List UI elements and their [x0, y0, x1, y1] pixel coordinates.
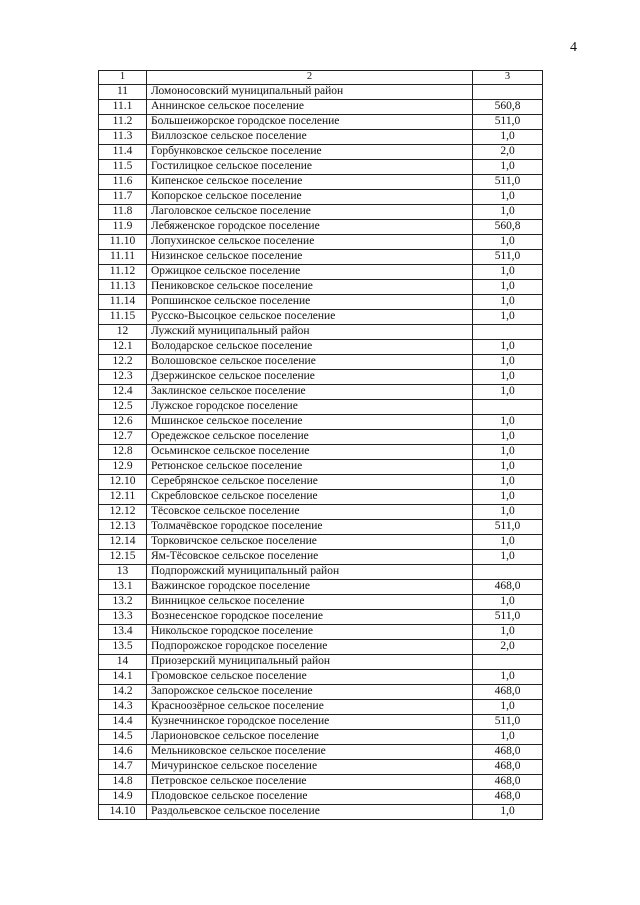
table-row: [99, 370, 543, 385]
row-name-cell: Большеижорское городское поселение: [147, 115, 473, 130]
table-row: [99, 460, 543, 475]
row-value-cell: 1,0: [473, 385, 543, 400]
row-name-cell: Осьминское сельское поселение: [147, 445, 473, 460]
table-row: [99, 475, 543, 490]
table-row: [99, 385, 543, 400]
row-name-cell: Гостилицкое сельское поселение: [147, 160, 473, 175]
table-row: [99, 790, 543, 805]
row-value-cell: 1,0: [473, 490, 543, 505]
row-value-cell: 1,0: [473, 505, 543, 520]
column-header-value: 3: [473, 71, 543, 85]
row-name-cell: Заклинское сельское поселение: [147, 385, 473, 400]
row-name-cell: Ларионовское сельское поселение: [147, 730, 473, 745]
row-number-cell: 12.2: [99, 355, 147, 370]
row-number-cell: 14.7: [99, 760, 147, 775]
row-name-cell: Оредежское сельское поселение: [147, 430, 473, 445]
row-value-cell: 468,0: [473, 745, 543, 760]
row-number-cell: 14.1: [99, 670, 147, 685]
row-value-cell: 1,0: [473, 235, 543, 250]
table-row: [99, 805, 543, 820]
row-value-cell: 511,0: [473, 610, 543, 625]
row-name-cell: Вознесенское городское поселение: [147, 610, 473, 625]
table-row: [99, 85, 543, 100]
row-value-cell: [473, 400, 543, 415]
row-number-cell: 11.14: [99, 295, 147, 310]
table-row: [99, 145, 543, 160]
row-value-cell: 1,0: [473, 445, 543, 460]
row-number-cell: 12.15: [99, 550, 147, 565]
table-row: [99, 610, 543, 625]
row-number-cell: 12.5: [99, 400, 147, 415]
column-header-name: 2: [147, 71, 473, 85]
table-row: [99, 445, 543, 460]
data-table: [98, 70, 543, 820]
row-name-cell: Скребловское сельское поселение: [147, 490, 473, 505]
table-row: [99, 190, 543, 205]
row-value-cell: [473, 85, 543, 100]
row-number-cell: 12.14: [99, 535, 147, 550]
row-value-cell: 1,0: [473, 415, 543, 430]
row-name-cell: Раздольевское сельское поселение: [147, 805, 473, 820]
table-row: [99, 505, 543, 520]
row-value-cell: 1,0: [473, 700, 543, 715]
table-row: [99, 625, 543, 640]
row-name-cell: Тёсовское сельское поселение: [147, 505, 473, 520]
row-value-cell: 1,0: [473, 730, 543, 745]
row-value-cell: 1,0: [473, 460, 543, 475]
table-row: [99, 745, 543, 760]
table-header-row: [99, 71, 543, 85]
row-name-cell: Володарское сельское поселение: [147, 340, 473, 355]
row-value-cell: 468,0: [473, 775, 543, 790]
row-value-cell: 1,0: [473, 160, 543, 175]
row-number-cell: 11.11: [99, 250, 147, 265]
row-value-cell: 1,0: [473, 130, 543, 145]
table-row: [99, 685, 543, 700]
table-row: [99, 340, 543, 355]
row-value-cell: 511,0: [473, 175, 543, 190]
table-row: [99, 430, 543, 445]
row-number-cell: 13.2: [99, 595, 147, 610]
row-value-cell: 1,0: [473, 550, 543, 565]
row-name-cell: Толмачёвское городское поселение: [147, 520, 473, 535]
table-row: [99, 400, 543, 415]
table-row: [99, 700, 543, 715]
table-row: [99, 205, 543, 220]
row-name-cell: Оржицкое сельское поселение: [147, 265, 473, 280]
row-value-cell: 560,8: [473, 220, 543, 235]
table-row: [99, 220, 543, 235]
row-value-cell: 511,0: [473, 250, 543, 265]
row-value-cell: 1,0: [473, 265, 543, 280]
table-row: [99, 265, 543, 280]
row-number-cell: 11.4: [99, 145, 147, 160]
row-value-cell: 1,0: [473, 625, 543, 640]
row-name-cell: Ретюнское сельское поселение: [147, 460, 473, 475]
row-number-cell: 12.10: [99, 475, 147, 490]
table-row: [99, 160, 543, 175]
row-name-cell: Важинское городское поселение: [147, 580, 473, 595]
table-row: [99, 640, 543, 655]
row-number-cell: 13.5: [99, 640, 147, 655]
row-value-cell: 2,0: [473, 145, 543, 160]
row-number-cell: 12.4: [99, 385, 147, 400]
row-number-cell: 12.3: [99, 370, 147, 385]
row-name-cell: Красноозёрное сельское поселение: [147, 700, 473, 715]
table-row: [99, 565, 543, 580]
row-name-cell: Никольское городское поселение: [147, 625, 473, 640]
table-row: [99, 670, 543, 685]
table-row: [99, 295, 543, 310]
row-number-cell: 12: [99, 325, 147, 340]
row-number-cell: 14.4: [99, 715, 147, 730]
row-number-cell: 14.3: [99, 700, 147, 715]
row-value-cell: 511,0: [473, 520, 543, 535]
row-value-cell: 1,0: [473, 595, 543, 610]
row-name-cell: Пениковское сельское поселение: [147, 280, 473, 295]
row-number-cell: 12.7: [99, 430, 147, 445]
table-row: [99, 100, 543, 115]
row-number-cell: 13.4: [99, 625, 147, 640]
row-value-cell: 468,0: [473, 790, 543, 805]
row-value-cell: 1,0: [473, 310, 543, 325]
table-row: [99, 415, 543, 430]
row-name-cell: Подпорожский муниципальный район: [147, 565, 473, 580]
table-row: [99, 715, 543, 730]
row-value-cell: 468,0: [473, 580, 543, 595]
row-value-cell: 1,0: [473, 205, 543, 220]
table-row: [99, 535, 543, 550]
table-row: [99, 235, 543, 250]
row-name-cell: Серебрянское сельское поселение: [147, 475, 473, 490]
row-number-cell: 11.13: [99, 280, 147, 295]
row-value-cell: 1,0: [473, 340, 543, 355]
row-value-cell: 1,0: [473, 805, 543, 820]
row-value-cell: 560,8: [473, 100, 543, 115]
row-value-cell: 1,0: [473, 535, 543, 550]
row-name-cell: Подпорожское городское поселение: [147, 640, 473, 655]
table-row: [99, 280, 543, 295]
row-number-cell: 12.8: [99, 445, 147, 460]
table-row: [99, 595, 543, 610]
row-number-cell: 11.10: [99, 235, 147, 250]
row-name-cell: Торковичское сельское поселение: [147, 535, 473, 550]
row-number-cell: 11.6: [99, 175, 147, 190]
row-name-cell: Мшинское сельское поселение: [147, 415, 473, 430]
row-value-cell: [473, 565, 543, 580]
table-row: [99, 490, 543, 505]
row-number-cell: 11.8: [99, 205, 147, 220]
row-value-cell: [473, 325, 543, 340]
row-name-cell: Лопухинское сельское поселение: [147, 235, 473, 250]
row-value-cell: 1,0: [473, 190, 543, 205]
table-row: [99, 355, 543, 370]
row-number-cell: 14.8: [99, 775, 147, 790]
row-value-cell: 468,0: [473, 685, 543, 700]
row-number-cell: 12.6: [99, 415, 147, 430]
row-number-cell: 11.1: [99, 100, 147, 115]
table-row: [99, 580, 543, 595]
table-row: [99, 130, 543, 145]
row-number-cell: 13: [99, 565, 147, 580]
row-name-cell: Мичуринское сельское поселение: [147, 760, 473, 775]
row-name-cell: Ломоносовский муниципальный район: [147, 85, 473, 100]
row-number-cell: 12.12: [99, 505, 147, 520]
column-header-number: 1: [99, 71, 147, 85]
row-value-cell: [473, 655, 543, 670]
table-row: [99, 775, 543, 790]
row-number-cell: 13.3: [99, 610, 147, 625]
row-value-cell: 1,0: [473, 475, 543, 490]
table-row: [99, 655, 543, 670]
table-row: [99, 760, 543, 775]
row-number-cell: 14: [99, 655, 147, 670]
row-number-cell: 12.1: [99, 340, 147, 355]
row-number-cell: 14.9: [99, 790, 147, 805]
row-number-cell: 14.2: [99, 685, 147, 700]
table-row: [99, 325, 543, 340]
table-row: [99, 730, 543, 745]
row-number-cell: 13.1: [99, 580, 147, 595]
row-name-cell: Копорское сельское поселение: [147, 190, 473, 205]
row-number-cell: 14.6: [99, 745, 147, 760]
row-name-cell: Низинское сельское поселение: [147, 250, 473, 265]
row-number-cell: 12.11: [99, 490, 147, 505]
row-name-cell: Плодовское сельское поселение: [147, 790, 473, 805]
row-number-cell: 14.10: [99, 805, 147, 820]
row-name-cell: Петровское сельское поселение: [147, 775, 473, 790]
row-name-cell: Громовское сельское поселение: [147, 670, 473, 685]
row-value-cell: 511,0: [473, 715, 543, 730]
row-number-cell: 11.3: [99, 130, 147, 145]
table-row: [99, 115, 543, 130]
row-number-cell: 11.5: [99, 160, 147, 175]
row-value-cell: 1,0: [473, 355, 543, 370]
row-name-cell: Волошовское сельское поселение: [147, 355, 473, 370]
row-number-cell: 11.15: [99, 310, 147, 325]
row-name-cell: Мельниковское сельское поселение: [147, 745, 473, 760]
row-value-cell: 511,0: [473, 115, 543, 130]
row-number-cell: 12.9: [99, 460, 147, 475]
row-name-cell: Лужское городское поселение: [147, 400, 473, 415]
row-value-cell: 468,0: [473, 760, 543, 775]
row-value-cell: 1,0: [473, 370, 543, 385]
row-value-cell: 2,0: [473, 640, 543, 655]
row-name-cell: Дзержинское сельское поселение: [147, 370, 473, 385]
row-number-cell: 12.13: [99, 520, 147, 535]
row-number-cell: 11.2: [99, 115, 147, 130]
row-name-cell: Лужский муниципальный район: [147, 325, 473, 340]
row-name-cell: Аннинское сельское поселение: [147, 100, 473, 115]
row-name-cell: Ропшинское сельское поселение: [147, 295, 473, 310]
row-value-cell: 1,0: [473, 280, 543, 295]
row-number-cell: 11: [99, 85, 147, 100]
table-row: [99, 250, 543, 265]
row-name-cell: Лебяженское городское поселение: [147, 220, 473, 235]
row-name-cell: Виллозское сельское поселение: [147, 130, 473, 145]
row-value-cell: 1,0: [473, 670, 543, 685]
table-row: [99, 550, 543, 565]
row-name-cell: Кузнечнинское городское поселение: [147, 715, 473, 730]
row-number-cell: 11.12: [99, 265, 147, 280]
row-value-cell: 1,0: [473, 295, 543, 310]
row-value-cell: 1,0: [473, 430, 543, 445]
row-name-cell: Кипенское сельское поселение: [147, 175, 473, 190]
row-number-cell: 11.9: [99, 220, 147, 235]
table-row: [99, 520, 543, 535]
page-number: 4: [570, 40, 577, 55]
row-name-cell: Приозерский муниципальный район: [147, 655, 473, 670]
row-name-cell: Ям-Тёсовское сельское поселение: [147, 550, 473, 565]
row-name-cell: Горбунковское сельское поселение: [147, 145, 473, 160]
row-number-cell: 14.5: [99, 730, 147, 745]
table-row: [99, 175, 543, 190]
row-number-cell: 11.7: [99, 190, 147, 205]
row-name-cell: Винницкое сельское поселение: [147, 595, 473, 610]
row-name-cell: Русско-Высоцкое сельское поселение: [147, 310, 473, 325]
row-name-cell: Лаголовское сельское поселение: [147, 205, 473, 220]
row-name-cell: Запорожское сельское поселение: [147, 685, 473, 700]
table-row: [99, 310, 543, 325]
table-body: [99, 85, 543, 820]
